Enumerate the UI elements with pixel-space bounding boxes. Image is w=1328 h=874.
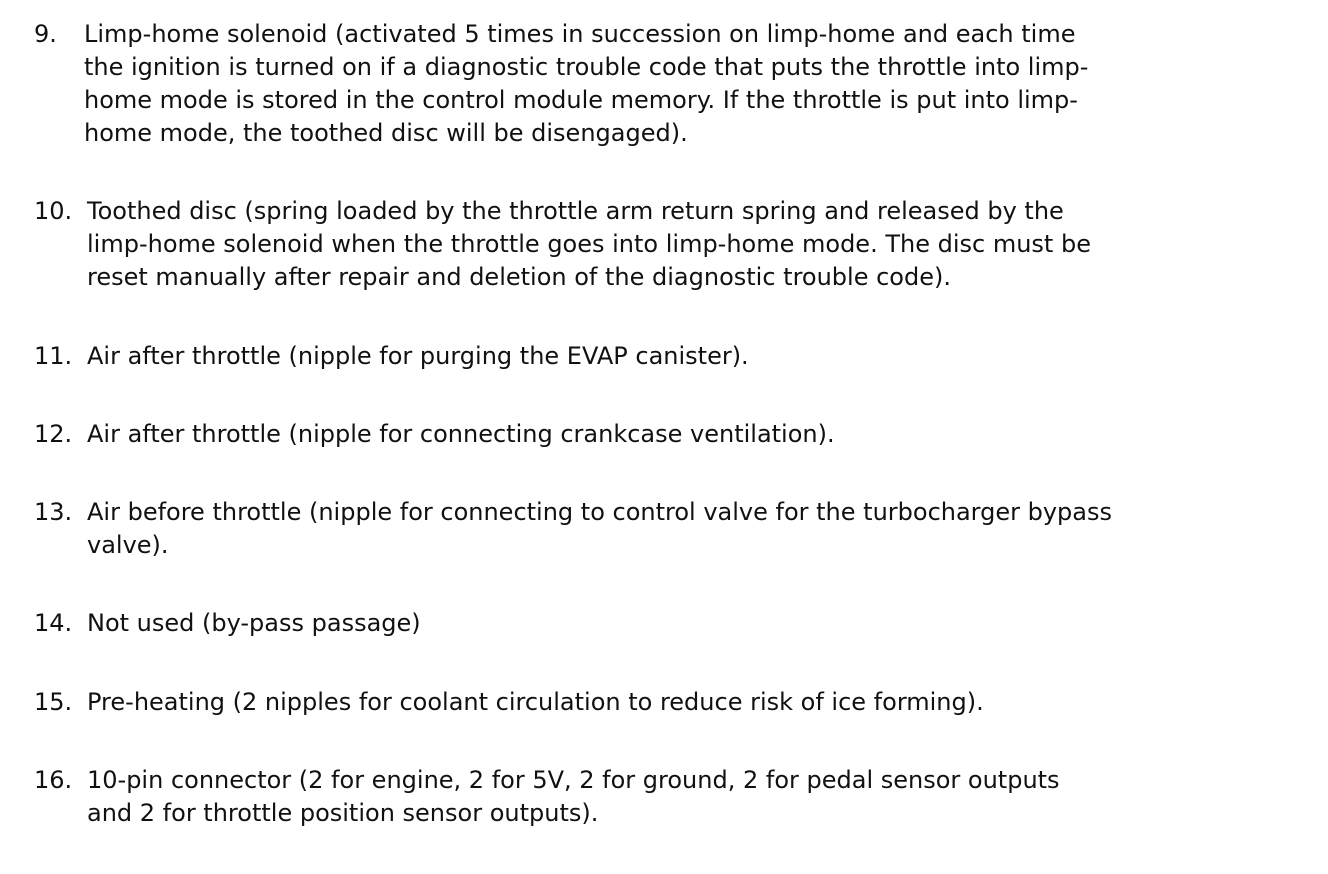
item-number: 9.: [34, 20, 57, 48]
item-text: [87, 340, 1297, 373]
item-line: Limp-home solenoid (activated 5 times in succession on limp-home and each time: [84, 20, 1076, 48]
item-line: the ignition is turned on if a diagnostic trouble code that puts the throttle into limp-: [84, 53, 1089, 81]
item-number: 12.: [34, 420, 73, 448]
item-text: [87, 496, 1297, 562]
item-text: [87, 418, 1297, 451]
item-number: 10.: [34, 197, 73, 225]
item-text: [87, 764, 1297, 830]
item-text: [87, 195, 1297, 294]
item-line: Air before throttle (nipple for connecting to control valve for the turbocharger bypass: [87, 498, 1113, 526]
item-line: and 2 for throttle position sensor outputs).: [87, 799, 599, 827]
item-line: Not used (by-pass passage): [87, 609, 421, 637]
item-line: limp-home solenoid when the throttle goes into limp-home mode. The disc must be: [87, 230, 1091, 258]
item-line: valve).: [87, 531, 169, 559]
item-text: [87, 686, 1297, 719]
item-number: 15.: [34, 688, 73, 716]
item-number: 11.: [34, 342, 73, 370]
item-number: 13.: [34, 498, 73, 526]
item-line: 10-pin connector (2 for engine, 2 for 5V, 2 for ground, 2 for pedal sensor outputs: [87, 766, 1060, 794]
item-line: Air after throttle (nipple for connecting crankcase ventilation).: [87, 420, 835, 448]
item-line: home mode is stored in the control module memory. If the throttle is put into limp-: [84, 86, 1078, 114]
item-line: reset manually after repair and deletion of the diagnostic trouble code).: [87, 263, 951, 291]
item-line: Pre-heating (2 nipples for coolant circulation to reduce risk of ice forming).: [87, 688, 984, 716]
item-text: [87, 607, 1297, 640]
item-line: home mode, the toothed disc will be disengaged).: [84, 119, 688, 147]
item-text: [84, 18, 1294, 150]
item-number: 14.: [34, 609, 73, 637]
item-number: 16.: [34, 766, 73, 794]
item-line: Toothed disc (spring loaded by the throttle arm return spring and released by the: [87, 197, 1064, 225]
item-line: Air after throttle (nipple for purging the EVAP canister).: [87, 342, 749, 370]
